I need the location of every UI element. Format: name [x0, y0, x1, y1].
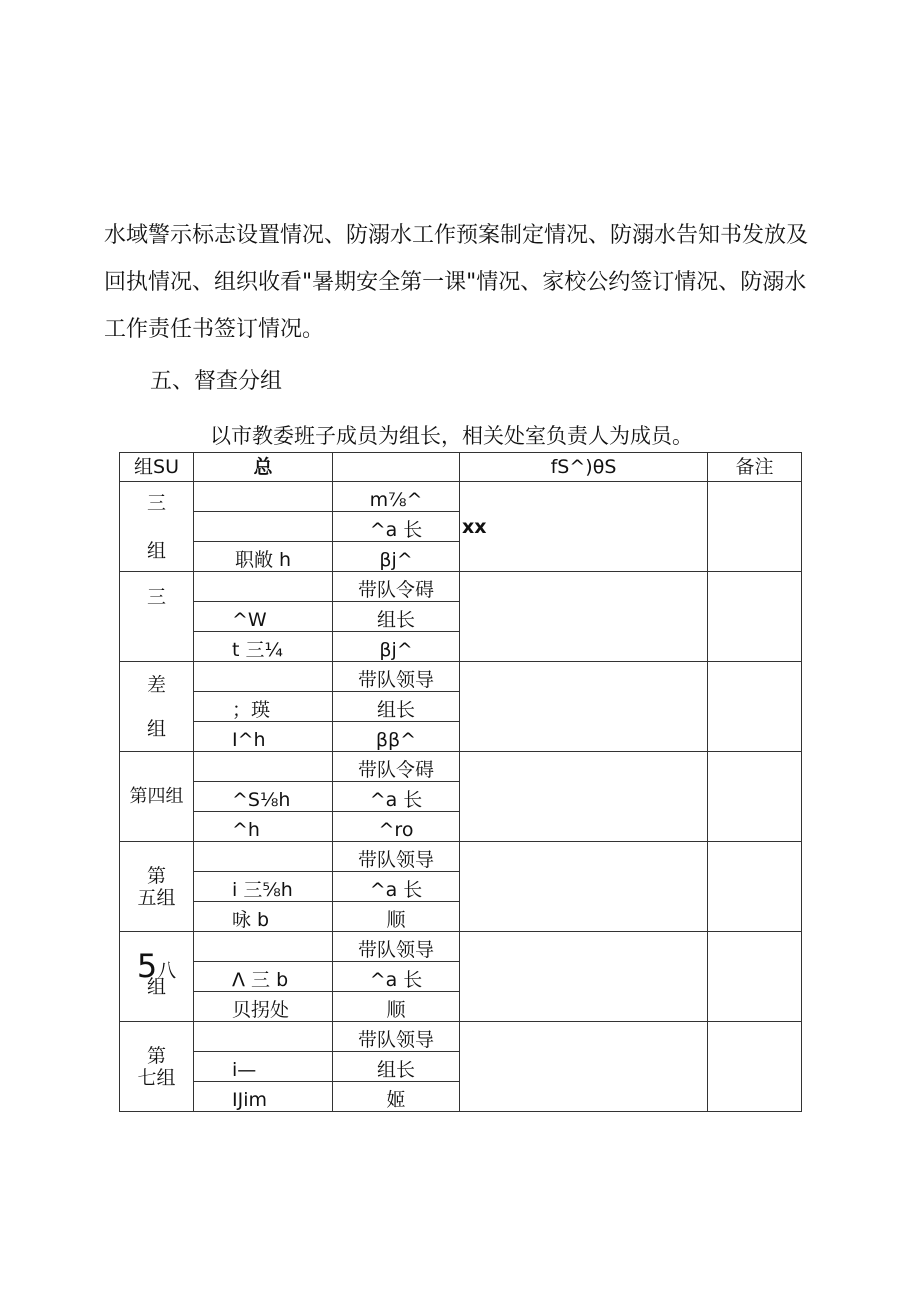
table-row — [120, 482, 802, 512]
member-name — [194, 512, 333, 542]
member-name: 贝拐处 — [194, 992, 333, 1022]
group-note — [708, 1022, 802, 1112]
member-name: ；瑛 — [194, 692, 333, 722]
section-heading: 五、督查分组 — [150, 369, 283, 394]
group-area — [460, 572, 708, 662]
group-area — [460, 842, 708, 932]
group-note — [708, 482, 802, 572]
member-role: ββ^ — [333, 722, 460, 752]
body-paragraph-line-1: 水域警示标志设置情况、防溺水工作预案制定情况、防溺水告知书发放及 — [104, 223, 809, 248]
member-role: βj^ — [333, 632, 460, 662]
member-name — [194, 662, 333, 692]
member-role: βj^ — [333, 542, 460, 572]
member-name: i— — [194, 1052, 333, 1082]
member-name: ^h — [194, 812, 333, 842]
member-role: ^ro — [333, 812, 460, 842]
body-paragraph-line-2: 回执情况、组织收看"暑期安全第一课"情况、家校公约签订情况、防溺水 — [104, 270, 807, 295]
header-role — [333, 453, 460, 482]
member-role: 带队令碍 — [333, 752, 460, 782]
member-role: ^a 长 — [333, 512, 460, 542]
member-name: 职敞 h — [194, 542, 333, 572]
table-row — [120, 932, 802, 962]
header-area: fS^)θS — [460, 453, 708, 482]
member-name — [194, 752, 333, 782]
group-note — [708, 842, 802, 932]
member-role: 带队领导 — [333, 1022, 460, 1052]
intro-text: 以市教委班子成员为组长，相关处室负责人为成员。 — [210, 424, 693, 448]
member-name — [194, 482, 333, 512]
group-label: 三 — [120, 572, 194, 662]
group-label: 第四组 — [120, 752, 194, 842]
table-row — [120, 842, 802, 872]
member-name — [194, 842, 333, 872]
member-role: 带队令碍 — [333, 572, 460, 602]
member-name — [194, 572, 333, 602]
table-row — [120, 1022, 802, 1052]
group-label: 差 组 — [120, 662, 194, 752]
member-role: 带队领导 — [333, 932, 460, 962]
member-role: 组长 — [333, 1052, 460, 1082]
group-area — [460, 752, 708, 842]
table-row — [120, 572, 802, 602]
group-area — [460, 1022, 708, 1112]
group-area — [460, 932, 708, 1022]
group-label: 三 组 — [120, 482, 194, 572]
table-row — [120, 752, 802, 782]
header-group: 组SU — [120, 453, 194, 482]
member-name: ^S⅛h — [194, 782, 333, 812]
group-area — [460, 662, 708, 752]
member-role: ^a 长 — [333, 962, 460, 992]
body-paragraph-line-3: 工作责任书签订情况。 — [104, 317, 325, 342]
member-name — [194, 932, 333, 962]
member-name: I^h — [194, 722, 333, 752]
group-area: xx — [460, 482, 708, 572]
header-name: 总 — [194, 453, 333, 482]
member-name: ^W — [194, 602, 333, 632]
group-label: 第 七组 — [120, 1022, 194, 1112]
member-role: 顺 — [333, 902, 460, 932]
member-role: ^a 长 — [333, 872, 460, 902]
member-name — [194, 1022, 333, 1052]
member-name: Λ 三 b — [194, 962, 333, 992]
member-name: i 三⅝h — [194, 872, 333, 902]
inspection-groups-table — [119, 452, 802, 1112]
member-name: 咏 b — [194, 902, 333, 932]
member-role: ^a 长 — [333, 782, 460, 812]
group-label-big: 5 — [136, 947, 158, 985]
group-note — [708, 662, 802, 752]
member-name: t 三¼ — [194, 632, 333, 662]
member-role: 组长 — [333, 602, 460, 632]
member-role: 带队领导 — [333, 662, 460, 692]
group-note — [708, 752, 802, 842]
header-note: 备注 — [708, 453, 802, 482]
member-role: 姬 — [333, 1082, 460, 1112]
table-header-row — [120, 453, 802, 482]
group-note — [708, 572, 802, 662]
group-label: 第 五组 — [120, 842, 194, 932]
member-role: 组长 — [333, 692, 460, 722]
group-note — [708, 932, 802, 1022]
member-role: 带队领导 — [333, 842, 460, 872]
group-label: 5八 组 — [120, 932, 194, 1022]
table-row — [120, 662, 802, 692]
member-name: IJim — [194, 1082, 333, 1112]
member-role: m⅞^ — [333, 482, 460, 512]
member-role: 顺 — [333, 992, 460, 1022]
